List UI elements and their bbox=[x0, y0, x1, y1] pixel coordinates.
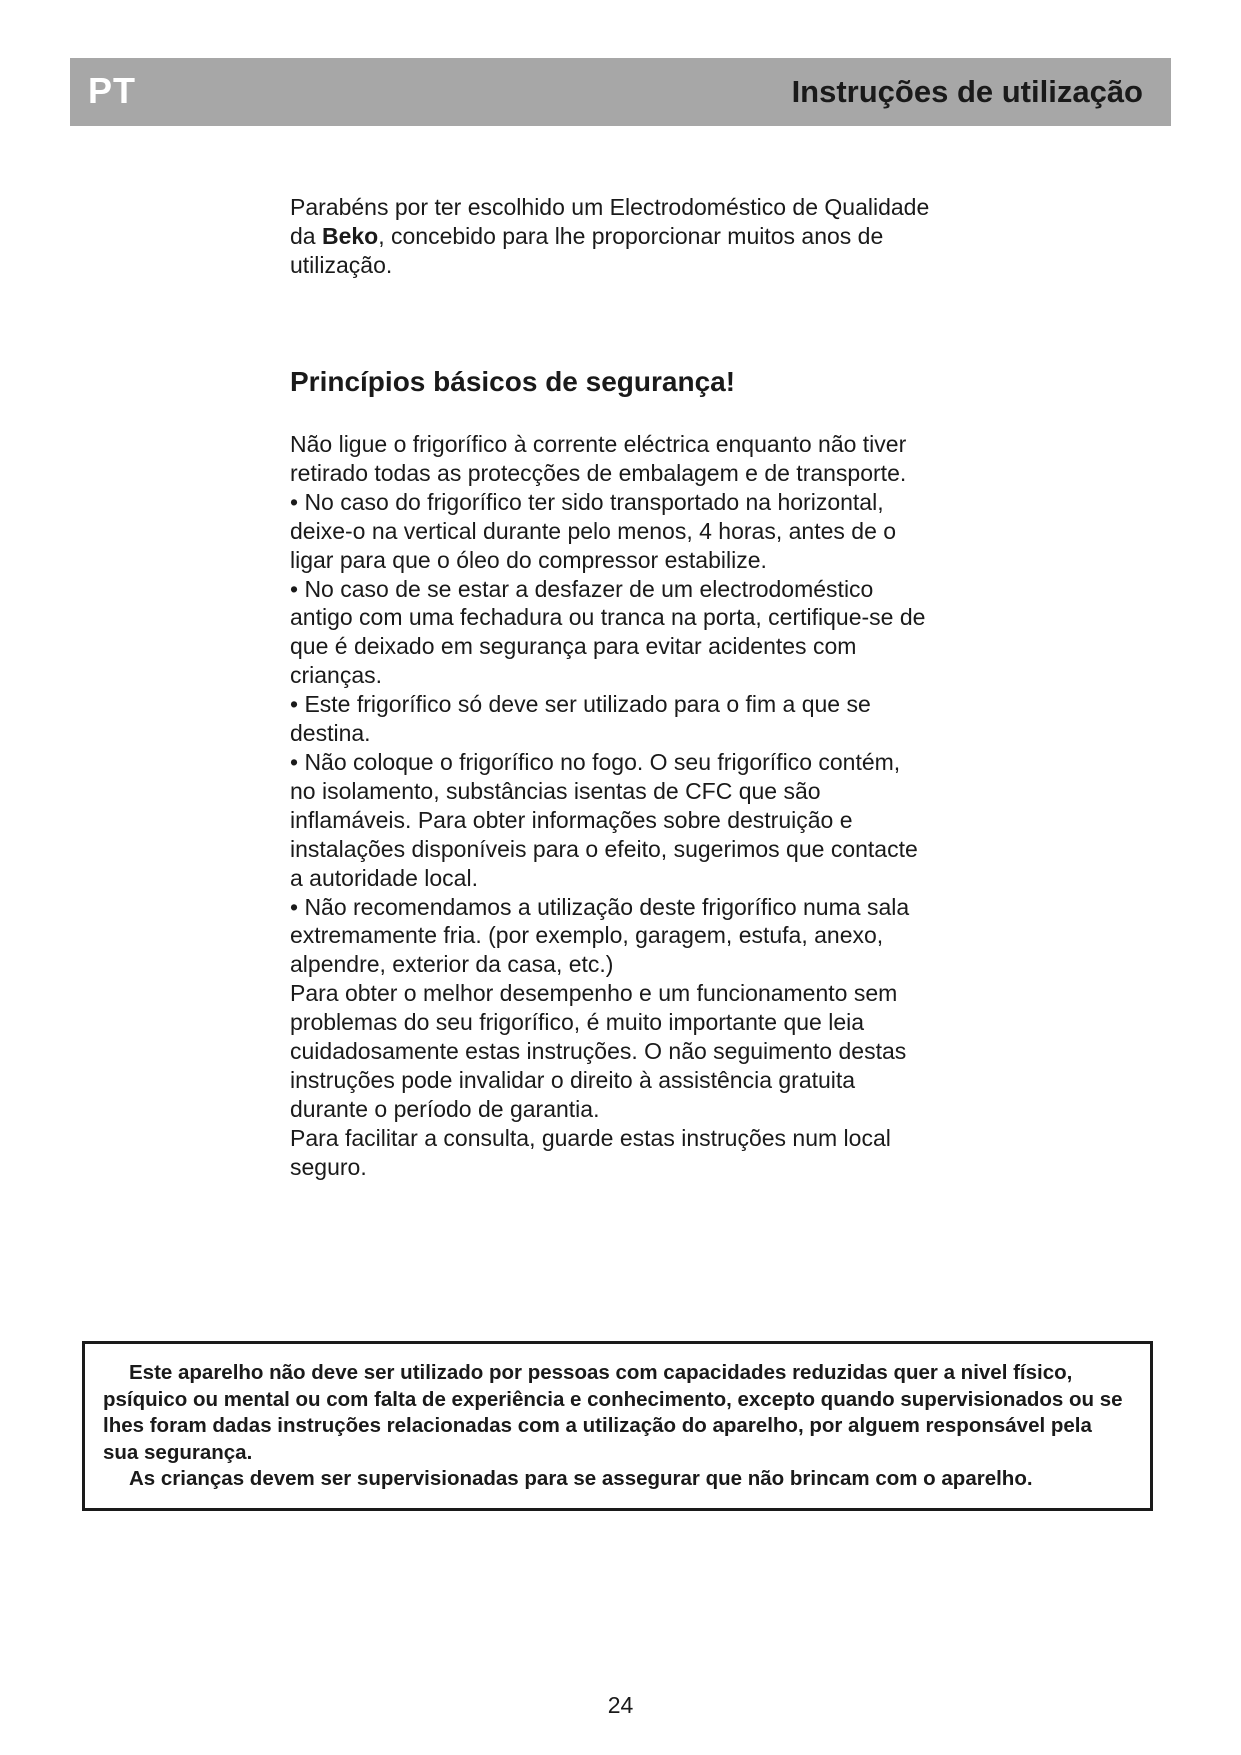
safety-bullet: • No caso de se estar a desfazer de um electrodoméstico antigo com uma fechadura ou tranca na porta, certifique-se de que é deixado em segurança para evitar acidentes com crianças. bbox=[290, 575, 926, 689]
notice-paragraph: Este aparelho não deve ser utilizado por pessoas com capacidades reduzidas quer a nivel físico, psíquico ou mental ou com falta de experiência e conhecimento, excepto quando supervisionados ou se lhes foram dadas instruções relacionadas com a utilização do aparelho, por alguem responsável pela sua segurança. bbox=[103, 1361, 1123, 1464]
brand-name: Beko bbox=[321, 223, 379, 249]
intro-paragraph bbox=[290, 193, 930, 280]
safety-bullet: • Não recomendamos a utilização deste frigorífico numa sala extremamente fria. (por exemplo, garagem, estufa, anexo, alpendre, exterior da casa, etc.) bbox=[290, 893, 910, 978]
safety-paragraph: Não ligue o frigorífico à corrente eléctrica enquanto não tiver retirado todas as protecções de embalagem e de transporte. bbox=[290, 431, 907, 486]
intro-text-start: Parabéns por ter escolhido um Electrodoméstico de Qualidade da bbox=[290, 194, 930, 249]
safety-instructions bbox=[290, 430, 930, 1182]
safety-bullet: • Não coloque o frigorífico no fogo. O seu frigorífico contém, no isolamento, substâncias isentas de CFC que são inflamáveis. Para obter informações sobre destruição e instalações disponíveis para o efeito, sugerimos que contacte a autoridade local. bbox=[290, 748, 918, 891]
page-number: 24 bbox=[607, 1692, 634, 1718]
intro-text-end: , concebido para lhe proporcionar muitos anos de utilização. bbox=[290, 223, 884, 278]
safety-paragraph: Para facilitar a consulta, guarde estas instruções num local seguro. bbox=[290, 1124, 891, 1180]
language-code: PT bbox=[88, 70, 137, 111]
warning-notice-box bbox=[82, 1341, 1153, 1511]
safety-bullet: • No caso do frigorífico ter sido transportado na horizontal, deixe-o na vertical durante pelo menos, 4 horas, antes de o ligar para que o óleo do compressor estabilize. bbox=[290, 488, 897, 573]
header-bar bbox=[70, 58, 1171, 126]
safety-paragraph: Para obter o melhor desempenho e um funcionamento sem problemas do seu frigorífico, é muito importante que leia cuidadosamente estas instruções. O não seguimento destas instruções pode invalidar o direito à assistência gratuita durante o período de garantia. bbox=[290, 980, 907, 1122]
document-title: Instruções de utilização bbox=[791, 74, 1143, 109]
notice-paragraph: As crianças devem ser supervisionadas para se assegurar que não brincam com o aparelho. bbox=[129, 1467, 1033, 1490]
section-heading: Princípios básicos de segurança! bbox=[290, 366, 736, 397]
safety-bullet: • Este frigorífico só deve ser utilizado para o fim a que se destina. bbox=[290, 691, 871, 747]
